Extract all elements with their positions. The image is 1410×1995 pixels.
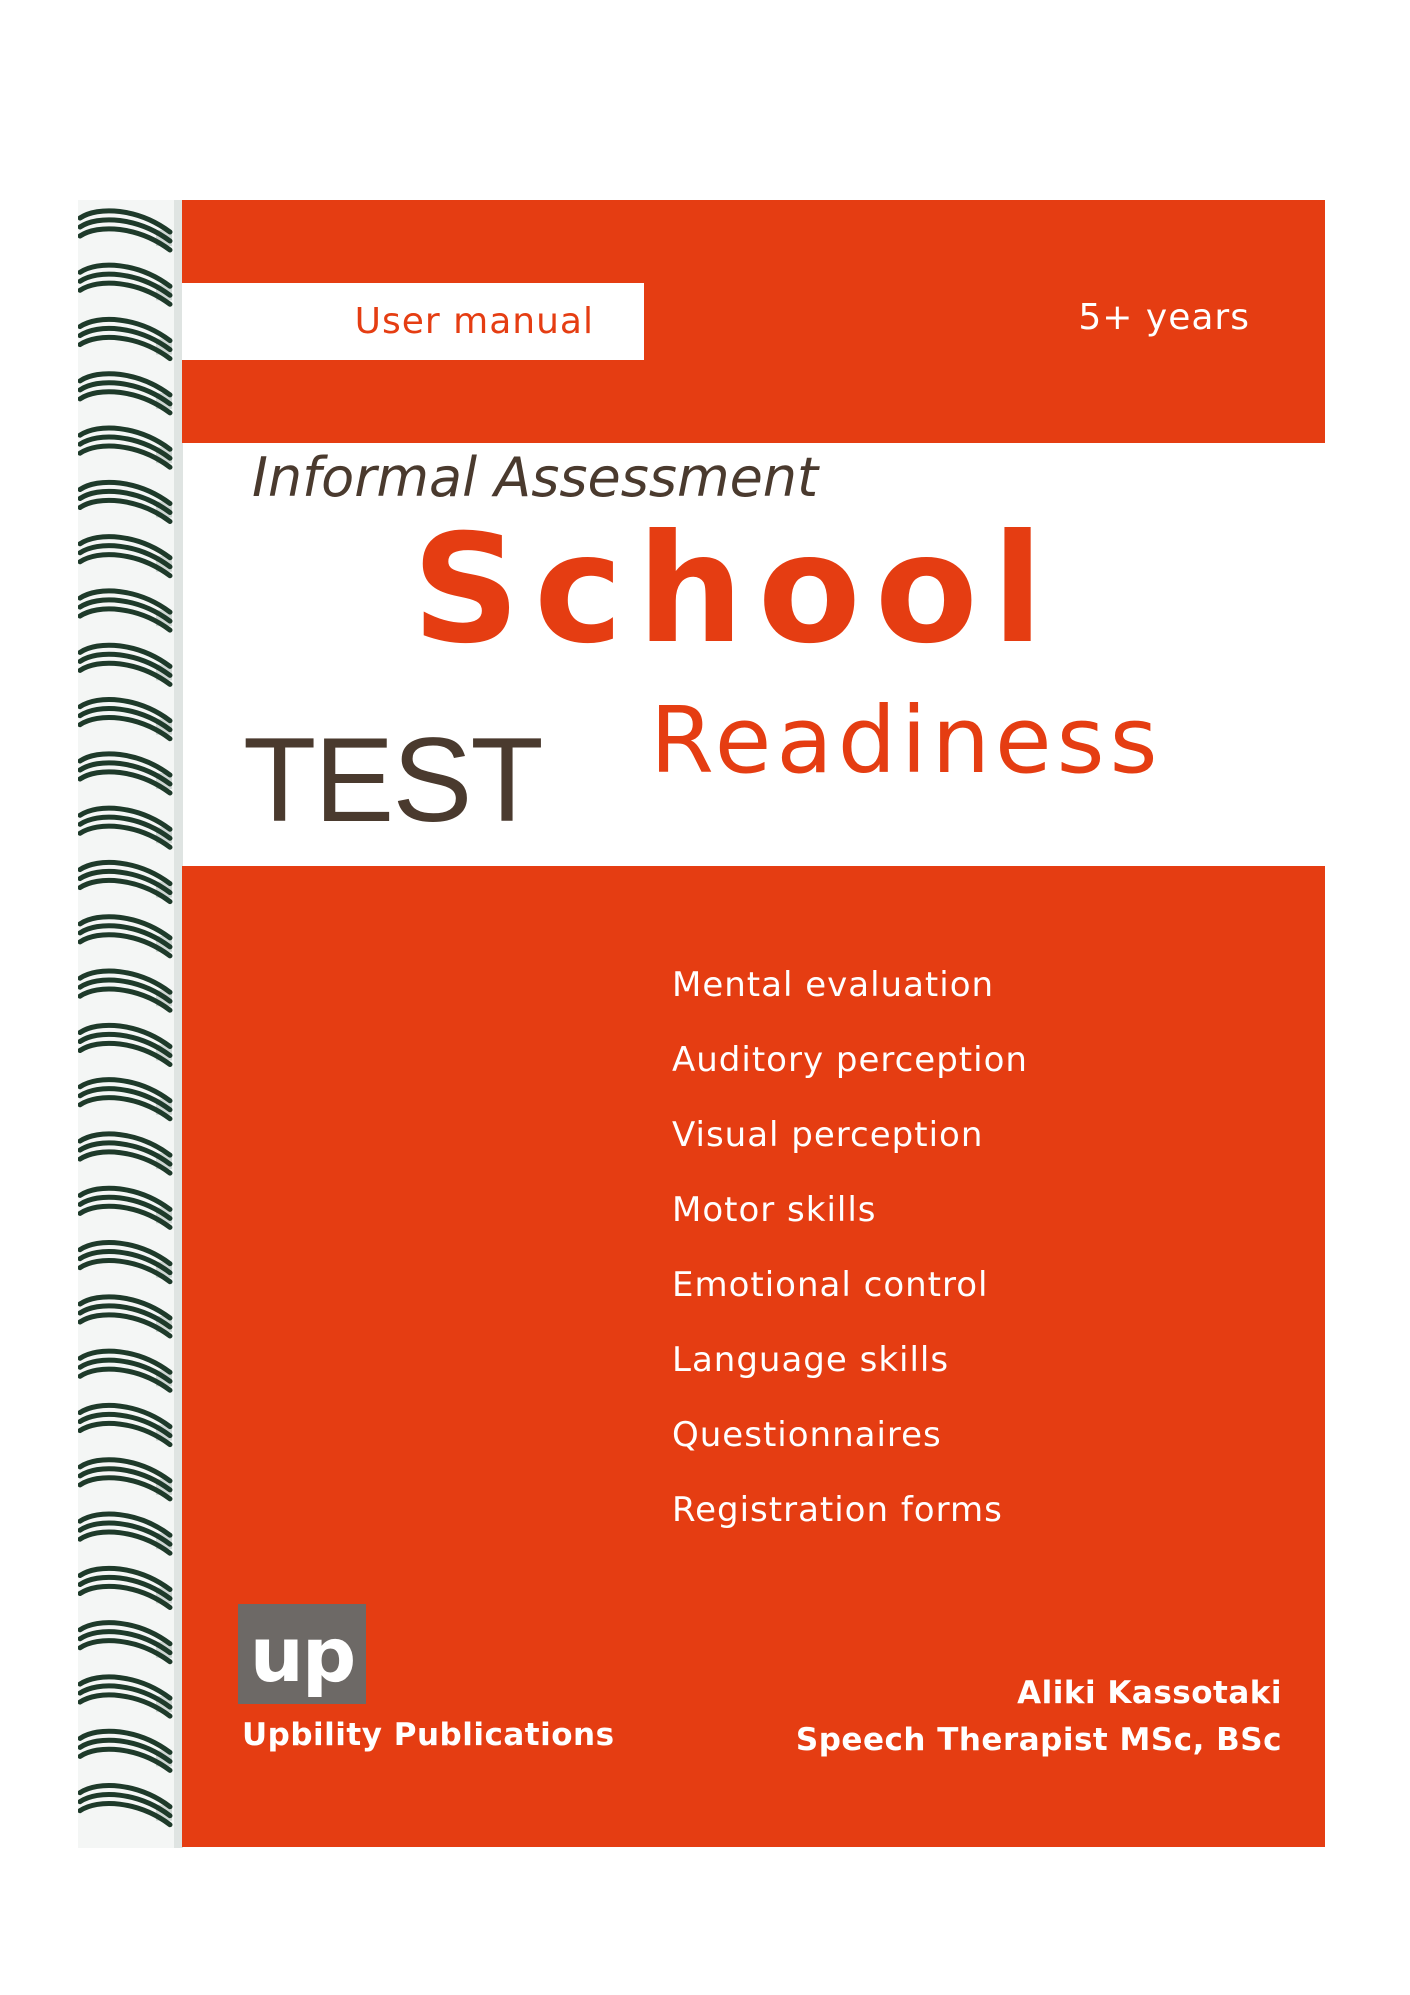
- publisher-name: Upbility Publications: [242, 1717, 615, 1753]
- feature-item: Visual perception: [672, 1115, 984, 1155]
- title-readiness: Readiness: [650, 687, 1163, 794]
- user-manual-text: User manual: [354, 301, 594, 342]
- subtitle: Informal Assessment: [252, 446, 819, 509]
- logo-text: up: [249, 1609, 355, 1699]
- author-block: [796, 1670, 1282, 1764]
- user-manual-label: [182, 283, 644, 360]
- feature-list: [672, 960, 1028, 1560]
- feature-item: Emotional control: [672, 1265, 989, 1305]
- feature-item: Questionnaires: [672, 1415, 942, 1455]
- publisher-logo: [238, 1604, 366, 1704]
- age-label: 5+ years: [1078, 297, 1250, 338]
- author-name: Aliki Kassotaki: [1017, 1675, 1282, 1711]
- author-credentials: Speech Therapist MSc, BSc: [795, 1722, 1282, 1758]
- title-test: TEST: [243, 713, 542, 847]
- feature-item: Auditory perception: [672, 1040, 1028, 1080]
- spiral-binding-icon: [78, 200, 183, 1848]
- feature-item: Mental evaluation: [672, 965, 995, 1005]
- feature-item: Language skills: [672, 1340, 950, 1380]
- title-school: School: [412, 503, 1058, 677]
- feature-item: Registration forms: [672, 1490, 1003, 1530]
- feature-item: Motor skills: [672, 1190, 877, 1230]
